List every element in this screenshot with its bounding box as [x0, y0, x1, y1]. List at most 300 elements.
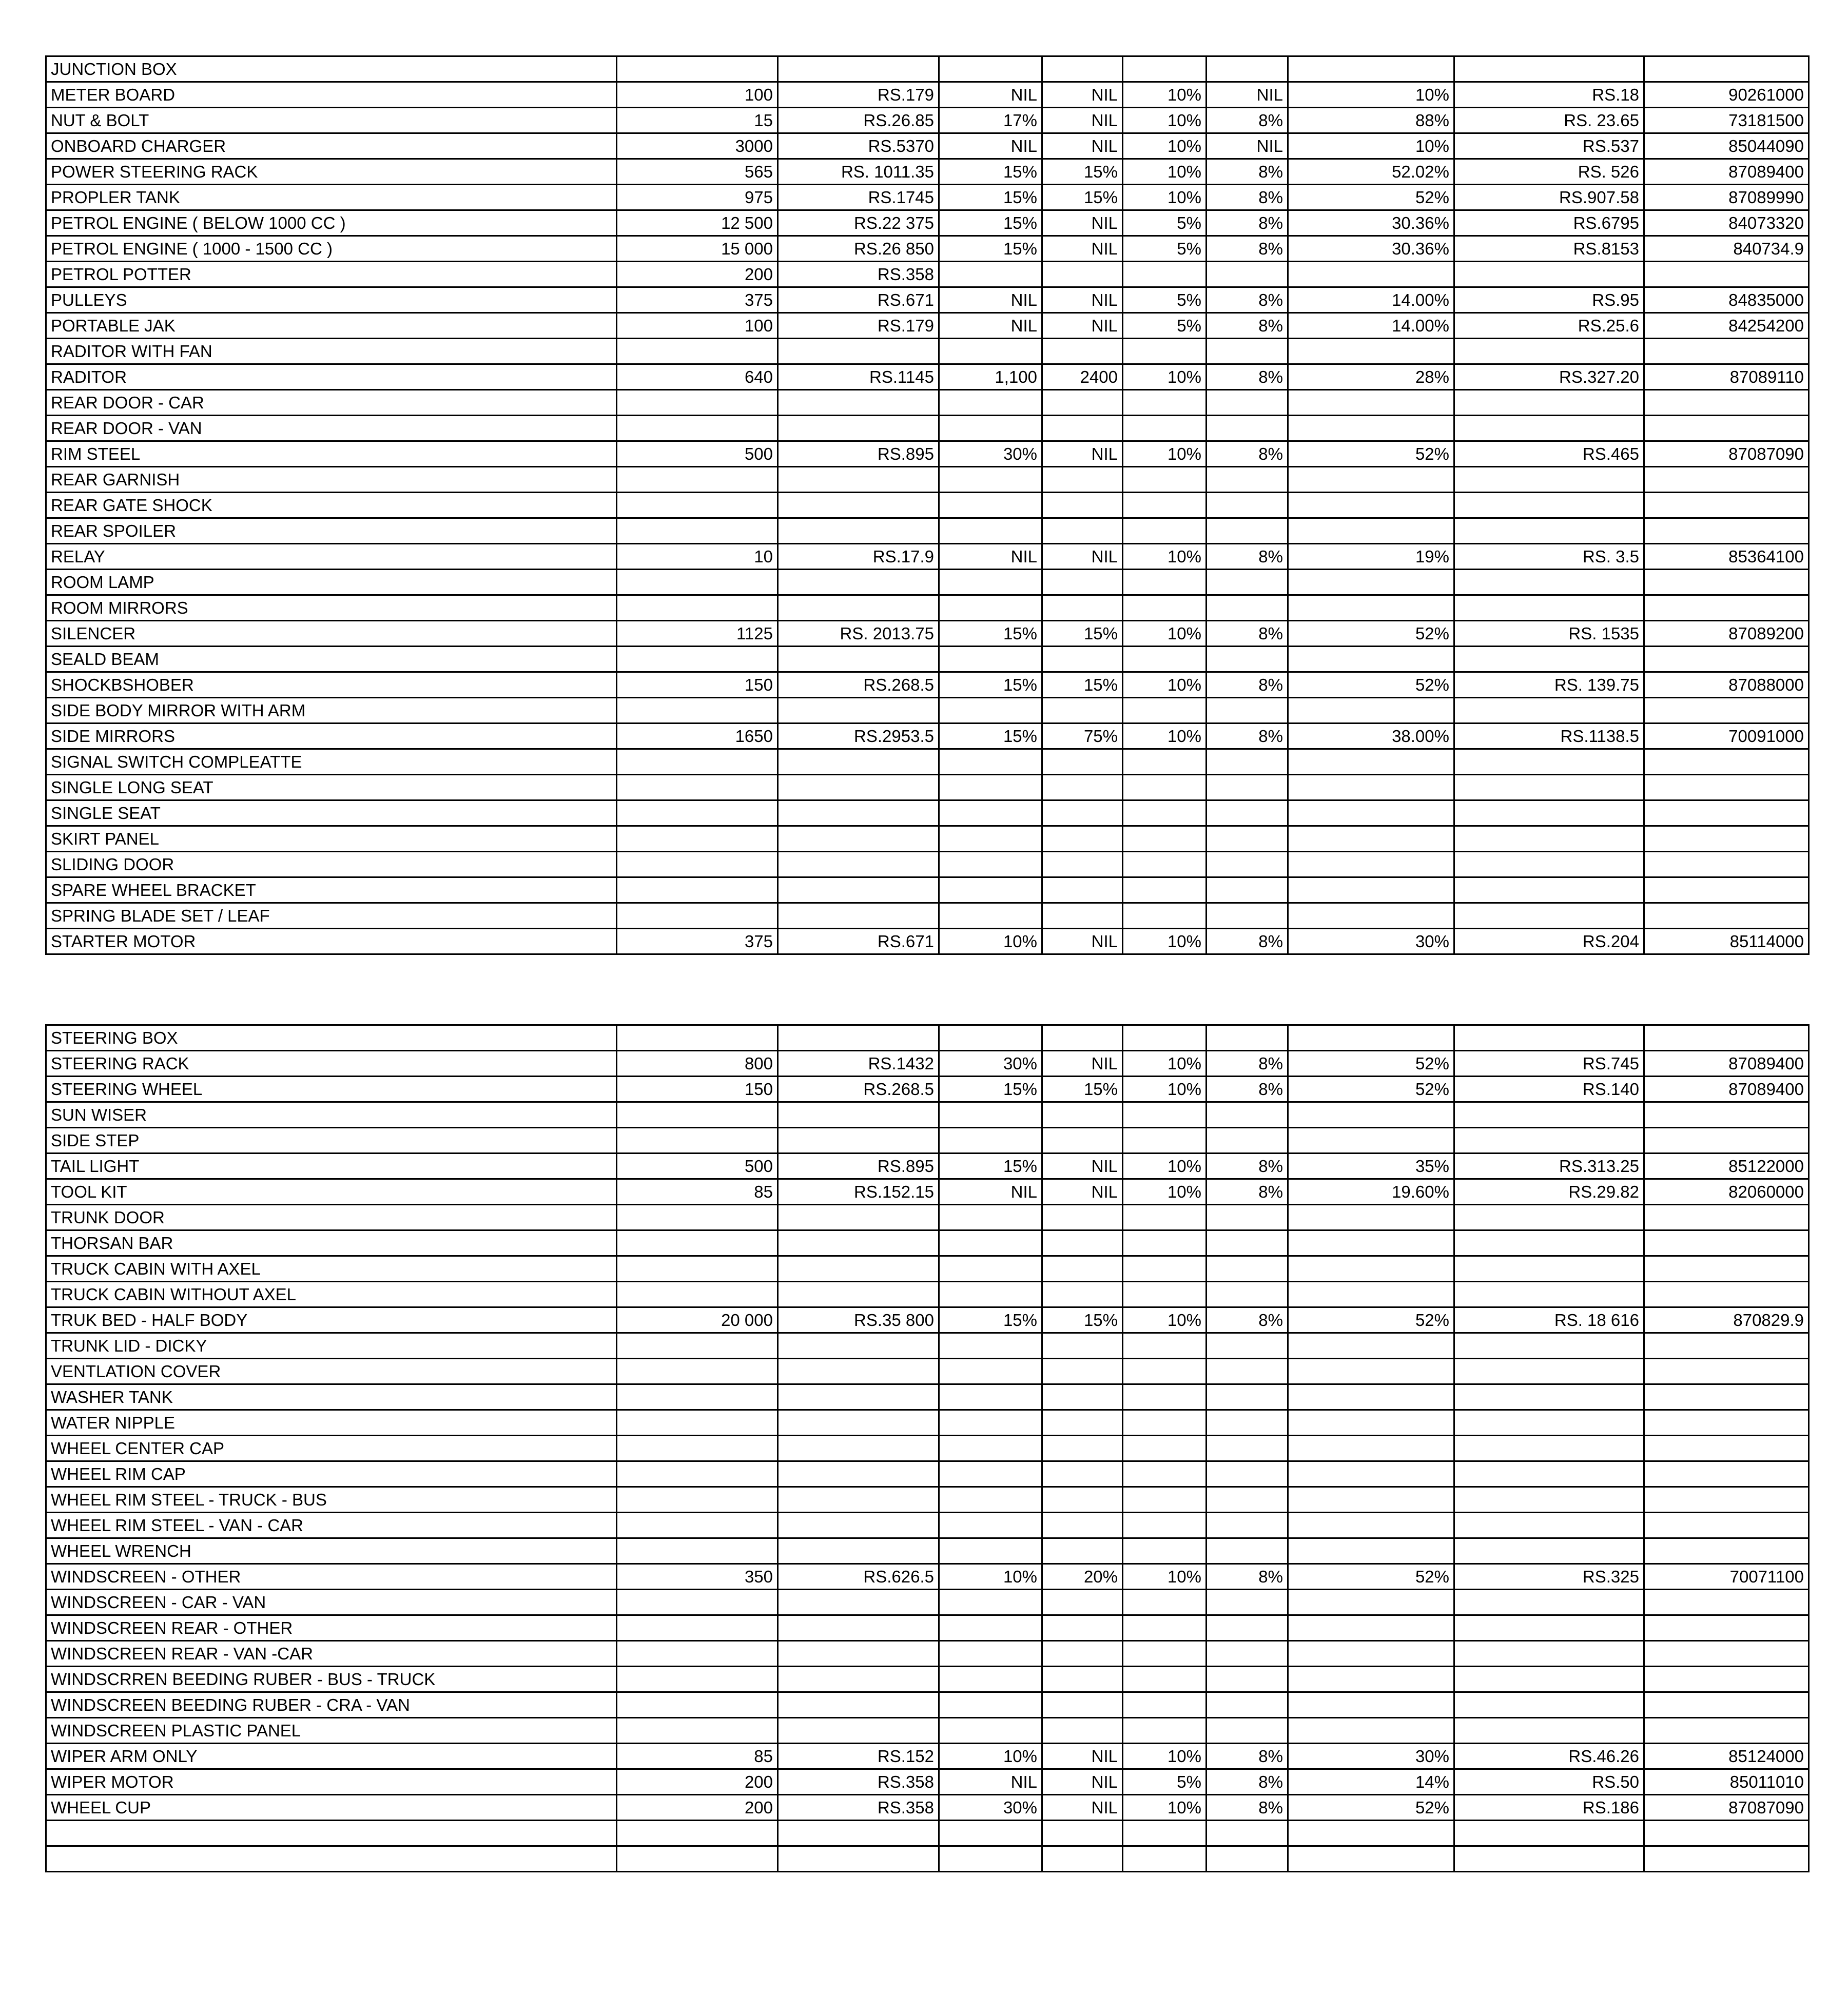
value-cell-col-7: [1288, 56, 1454, 82]
value-cell-col-4: NIL: [1042, 929, 1123, 954]
item-name-cell: SIDE BODY MIRROR WITH ARM: [46, 698, 617, 724]
table-row: [46, 1846, 1809, 1872]
value-cell-col-5: [1123, 570, 1207, 595]
value-cell-col-5: [1123, 826, 1207, 852]
value-cell-col-8: RS.46.26: [1454, 1744, 1644, 1769]
value-cell-col-8: RS.327.20: [1454, 364, 1644, 390]
table-row: [46, 262, 1809, 287]
item-name-cell: NUT & BOLT: [46, 108, 617, 133]
value-cell-col-1: 350: [617, 1564, 778, 1590]
value-cell-col-4: NIL: [1042, 1154, 1123, 1179]
value-cell-col-9: [1644, 1359, 1809, 1384]
value-cell-col-2: RS.152: [778, 1744, 939, 1769]
value-cell-col-8: RS.325: [1454, 1564, 1644, 1590]
value-cell-col-4: 75%: [1042, 724, 1123, 749]
table-row: [46, 852, 1809, 877]
value-cell-col-3: 10%: [939, 1744, 1042, 1769]
value-cell-col-6: NIL: [1207, 82, 1288, 108]
item-name-cell: SLIDING DOOR: [46, 852, 617, 877]
value-cell-col-7: [1288, 1025, 1454, 1051]
item-name-cell: TRUNK DOOR: [46, 1205, 617, 1230]
value-cell-col-7: [1288, 390, 1454, 416]
value-cell-col-9: 87089110: [1644, 364, 1809, 390]
value-cell-col-2: [778, 493, 939, 518]
value-cell-col-3: 1,100: [939, 364, 1042, 390]
value-cell-col-8: [1454, 800, 1644, 826]
value-cell-col-7: [1288, 493, 1454, 518]
value-cell-col-8: [1454, 416, 1644, 441]
value-cell-col-4: [1042, 467, 1123, 493]
value-cell-col-6: [1207, 1436, 1288, 1461]
item-name-cell: REAR GARNISH: [46, 467, 617, 493]
value-cell-col-7: [1288, 595, 1454, 621]
value-cell-col-4: 20%: [1042, 1564, 1123, 1590]
value-cell-col-8: [1454, 1692, 1644, 1718]
value-cell-col-8: [1454, 1718, 1644, 1744]
value-cell-col-2: RS.1145: [778, 364, 939, 390]
item-name-cell: PETROL POTTER: [46, 262, 617, 287]
item-name-cell: WHEEL WRENCH: [46, 1538, 617, 1564]
value-cell-col-5: 10%: [1123, 108, 1207, 133]
value-cell-col-6: [1207, 1538, 1288, 1564]
value-cell-col-2: [778, 1718, 939, 1744]
item-name-cell: SILENCER: [46, 621, 617, 647]
value-cell-col-2: [778, 1410, 939, 1436]
value-cell-col-3: [939, 1846, 1042, 1872]
value-cell-col-4: [1042, 493, 1123, 518]
value-cell-col-7: [1288, 518, 1454, 544]
value-cell-col-8: RS.6795: [1454, 210, 1644, 236]
value-cell-col-5: 5%: [1123, 210, 1207, 236]
table-row: [46, 467, 1809, 493]
value-cell-col-6: 8%: [1207, 159, 1288, 185]
table-row: [46, 595, 1809, 621]
value-cell-col-2: [778, 1846, 939, 1872]
value-cell-col-8: RS.745: [1454, 1051, 1644, 1077]
value-cell-col-8: [1454, 1410, 1644, 1436]
value-cell-col-9: [1644, 1641, 1809, 1667]
value-cell-col-1: [617, 416, 778, 441]
value-cell-col-3: [939, 595, 1042, 621]
item-name-cell: WINDSCREEN REAR - VAN -CAR: [46, 1641, 617, 1667]
value-cell-col-2: [778, 1025, 939, 1051]
value-cell-col-8: [1454, 775, 1644, 800]
value-cell-col-6: [1207, 1846, 1288, 1872]
value-cell-col-6: 8%: [1207, 1769, 1288, 1795]
value-cell-col-6: [1207, 1205, 1288, 1230]
value-cell-col-8: [1454, 749, 1644, 775]
value-cell-col-5: [1123, 1282, 1207, 1307]
value-cell-col-6: [1207, 749, 1288, 775]
value-cell-col-5: [1123, 56, 1207, 82]
value-cell-col-6: 8%: [1207, 1179, 1288, 1205]
value-cell-col-3: [939, 1718, 1042, 1744]
value-cell-col-5: 10%: [1123, 1307, 1207, 1333]
table-1-body: [46, 56, 1809, 954]
value-cell-col-9: 840734.9: [1644, 236, 1809, 262]
value-cell-col-3: 10%: [939, 929, 1042, 954]
value-cell-col-8: [1454, 262, 1644, 287]
value-cell-col-8: [1454, 1667, 1644, 1692]
value-cell-col-4: [1042, 647, 1123, 672]
value-cell-col-9: [1644, 647, 1809, 672]
value-cell-col-9: 87089200: [1644, 621, 1809, 647]
table-row: [46, 493, 1809, 518]
value-cell-col-9: [1644, 467, 1809, 493]
value-cell-col-1: [617, 1692, 778, 1718]
value-cell-col-1: 20 000: [617, 1307, 778, 1333]
value-cell-col-7: [1288, 903, 1454, 929]
value-cell-col-2: [778, 749, 939, 775]
value-cell-col-7: [1288, 749, 1454, 775]
value-cell-col-3: 15%: [939, 185, 1042, 210]
value-cell-col-3: NIL: [939, 133, 1042, 159]
value-cell-col-7: 19%: [1288, 544, 1454, 570]
item-name-cell: STEERING WHEEL: [46, 1077, 617, 1102]
value-cell-col-7: 30.36%: [1288, 236, 1454, 262]
value-cell-col-8: [1454, 1436, 1644, 1461]
value-cell-col-4: NIL: [1042, 1795, 1123, 1821]
table-row: [46, 108, 1809, 133]
value-cell-col-3: [939, 1538, 1042, 1564]
value-cell-col-5: [1123, 1410, 1207, 1436]
value-cell-col-6: 8%: [1207, 441, 1288, 467]
value-cell-col-3: [939, 1667, 1042, 1692]
value-cell-col-6: 8%: [1207, 544, 1288, 570]
value-cell-col-5: [1123, 1359, 1207, 1384]
value-cell-col-1: [617, 1487, 778, 1513]
value-cell-col-3: NIL: [939, 1179, 1042, 1205]
value-cell-col-5: [1123, 852, 1207, 877]
item-name-cell: METER BOARD: [46, 82, 617, 108]
value-cell-col-8: RS. 1535: [1454, 621, 1644, 647]
value-cell-col-1: [617, 1436, 778, 1461]
value-cell-col-6: [1207, 775, 1288, 800]
value-cell-col-6: [1207, 1692, 1288, 1718]
value-cell-col-6: 8%: [1207, 1564, 1288, 1590]
table-row: [46, 724, 1809, 749]
value-cell-col-2: [778, 518, 939, 544]
table-row: [46, 390, 1809, 416]
item-name-cell: RADITOR: [46, 364, 617, 390]
value-cell-col-3: [939, 1461, 1042, 1487]
value-cell-col-2: RS.152.15: [778, 1179, 939, 1205]
value-cell-col-4: [1042, 1641, 1123, 1667]
value-cell-col-5: [1123, 1590, 1207, 1615]
value-cell-col-5: 10%: [1123, 133, 1207, 159]
value-cell-col-6: [1207, 339, 1288, 364]
value-cell-col-2: RS.26.85: [778, 108, 939, 133]
value-cell-col-8: RS.186: [1454, 1795, 1644, 1821]
value-cell-col-1: [617, 1256, 778, 1282]
value-cell-col-7: [1288, 1513, 1454, 1538]
table-row: [46, 441, 1809, 467]
value-cell-col-8: RS.95: [1454, 287, 1644, 313]
value-cell-col-5: [1123, 775, 1207, 800]
value-cell-col-9: [1644, 775, 1809, 800]
value-cell-col-9: [1644, 1718, 1809, 1744]
value-cell-col-7: 10%: [1288, 82, 1454, 108]
value-cell-col-5: 5%: [1123, 287, 1207, 313]
value-cell-col-9: 84835000: [1644, 287, 1809, 313]
value-cell-col-4: [1042, 826, 1123, 852]
value-cell-col-4: [1042, 518, 1123, 544]
value-cell-col-6: [1207, 1461, 1288, 1487]
item-name-cell: SEALD BEAM: [46, 647, 617, 672]
value-cell-col-8: [1454, 877, 1644, 903]
value-cell-col-5: 10%: [1123, 724, 1207, 749]
value-cell-col-9: 85011010: [1644, 1769, 1809, 1795]
table-row: [46, 1564, 1809, 1590]
item-name-cell: TRUCK CABIN WITH AXEL: [46, 1256, 617, 1282]
value-cell-col-3: [939, 1256, 1042, 1282]
value-cell-col-8: [1454, 1590, 1644, 1615]
value-cell-col-7: [1288, 698, 1454, 724]
value-cell-col-9: 87087090: [1644, 1795, 1809, 1821]
value-cell-col-1: [617, 1025, 778, 1051]
value-cell-col-3: [939, 1641, 1042, 1667]
value-cell-col-3: 30%: [939, 1795, 1042, 1821]
value-cell-col-8: [1454, 1461, 1644, 1487]
value-cell-col-4: [1042, 698, 1123, 724]
value-cell-col-3: NIL: [939, 287, 1042, 313]
value-cell-col-9: [1644, 877, 1809, 903]
item-name-cell: SPRING BLADE SET / LEAF: [46, 903, 617, 929]
value-cell-col-7: [1288, 262, 1454, 287]
value-cell-col-1: [617, 1333, 778, 1359]
table-row: [46, 1051, 1809, 1077]
value-cell-col-5: 10%: [1123, 441, 1207, 467]
value-cell-col-3: [939, 1487, 1042, 1513]
value-cell-col-8: [1454, 570, 1644, 595]
value-cell-col-5: 10%: [1123, 929, 1207, 954]
table-row: [46, 775, 1809, 800]
item-name-cell: WHEEL CENTER CAP: [46, 1436, 617, 1461]
value-cell-col-9: 85364100: [1644, 544, 1809, 570]
value-cell-col-9: [1644, 1846, 1809, 1872]
value-cell-col-5: 10%: [1123, 1179, 1207, 1205]
table-row: [46, 1821, 1809, 1846]
value-cell-col-5: [1123, 1513, 1207, 1538]
value-cell-col-2: RS.17.9: [778, 544, 939, 570]
value-cell-col-7: [1288, 1359, 1454, 1384]
item-name-cell: WINDSCREEN BEEDING RUBER - CRA - VAN: [46, 1692, 617, 1718]
value-cell-col-3: 15%: [939, 672, 1042, 698]
value-cell-col-7: [1288, 1282, 1454, 1307]
value-cell-col-9: [1644, 493, 1809, 518]
table-row: [46, 877, 1809, 903]
value-cell-col-2: RS.1745: [778, 185, 939, 210]
value-cell-col-8: [1454, 1256, 1644, 1282]
value-cell-col-7: [1288, 852, 1454, 877]
value-cell-col-4: 15%: [1042, 672, 1123, 698]
value-cell-col-2: [778, 903, 939, 929]
value-cell-col-2: RS.626.5: [778, 1564, 939, 1590]
value-cell-col-7: 52%: [1288, 672, 1454, 698]
value-cell-col-2: [778, 390, 939, 416]
value-cell-col-1: [617, 570, 778, 595]
item-name-cell: SIDE MIRRORS: [46, 724, 617, 749]
value-cell-col-4: [1042, 1384, 1123, 1410]
value-cell-col-3: [939, 1205, 1042, 1230]
table-row: [46, 1230, 1809, 1256]
value-cell-col-5: [1123, 1461, 1207, 1487]
value-cell-col-9: [1644, 1615, 1809, 1641]
value-cell-col-7: 52%: [1288, 1307, 1454, 1333]
value-cell-col-3: 15%: [939, 210, 1042, 236]
value-cell-col-3: [939, 1821, 1042, 1846]
value-cell-col-5: 10%: [1123, 159, 1207, 185]
value-cell-col-4: [1042, 1487, 1123, 1513]
item-name-cell: REAR DOOR - VAN: [46, 416, 617, 441]
value-cell-col-6: [1207, 1641, 1288, 1667]
value-cell-col-2: [778, 1590, 939, 1615]
value-cell-col-4: [1042, 1256, 1123, 1282]
value-cell-col-4: 15%: [1042, 1307, 1123, 1333]
value-cell-col-8: [1454, 1128, 1644, 1154]
value-cell-col-8: [1454, 1282, 1644, 1307]
table-row: [46, 1538, 1809, 1564]
value-cell-col-1: 375: [617, 287, 778, 313]
value-cell-col-8: [1454, 1205, 1644, 1230]
value-cell-col-7: [1288, 1256, 1454, 1282]
table-row: [46, 826, 1809, 852]
value-cell-col-2: RS.35 800: [778, 1307, 939, 1333]
value-cell-col-3: [939, 1025, 1042, 1051]
value-cell-col-7: [1288, 826, 1454, 852]
value-cell-col-6: [1207, 1230, 1288, 1256]
value-cell-col-9: [1644, 1256, 1809, 1282]
value-cell-col-8: [1454, 595, 1644, 621]
value-cell-col-9: [1644, 56, 1809, 82]
value-cell-col-3: NIL: [939, 82, 1042, 108]
value-cell-col-2: RS.179: [778, 313, 939, 339]
value-cell-col-4: [1042, 1461, 1123, 1487]
value-cell-col-9: [1644, 903, 1809, 929]
value-cell-col-1: [617, 1821, 778, 1846]
value-cell-col-7: 14.00%: [1288, 313, 1454, 339]
value-cell-col-5: [1123, 1692, 1207, 1718]
value-cell-col-7: [1288, 877, 1454, 903]
table-row: [46, 1282, 1809, 1307]
value-cell-col-9: [1644, 1667, 1809, 1692]
value-cell-col-5: [1123, 1846, 1207, 1872]
value-cell-col-2: RS.179: [778, 82, 939, 108]
value-cell-col-2: [778, 1230, 939, 1256]
value-cell-col-8: [1454, 826, 1644, 852]
value-cell-col-5: 10%: [1123, 364, 1207, 390]
value-cell-col-2: [778, 877, 939, 903]
value-cell-col-9: [1644, 1692, 1809, 1718]
value-cell-col-1: 3000: [617, 133, 778, 159]
value-cell-col-1: [617, 1359, 778, 1384]
value-cell-col-7: [1288, 1846, 1454, 1872]
value-cell-col-7: [1288, 1487, 1454, 1513]
value-cell-col-1: [617, 826, 778, 852]
table-row: [46, 1179, 1809, 1205]
value-cell-col-7: 52%: [1288, 185, 1454, 210]
value-cell-col-6: [1207, 595, 1288, 621]
value-cell-col-4: [1042, 595, 1123, 621]
table-row: [46, 287, 1809, 313]
value-cell-col-1: [617, 1384, 778, 1410]
value-cell-col-2: RS.26 850: [778, 236, 939, 262]
value-cell-col-3: NIL: [939, 544, 1042, 570]
value-cell-col-1: [617, 1513, 778, 1538]
value-cell-col-8: [1454, 1513, 1644, 1538]
value-cell-col-8: [1454, 493, 1644, 518]
table-row: [46, 800, 1809, 826]
value-cell-col-7: [1288, 1718, 1454, 1744]
value-cell-col-7: [1288, 1128, 1454, 1154]
value-cell-col-6: [1207, 570, 1288, 595]
table-row: [46, 210, 1809, 236]
value-cell-col-9: 73181500: [1644, 108, 1809, 133]
item-name-cell: ROOM LAMP: [46, 570, 617, 595]
table-row: [46, 1205, 1809, 1230]
value-cell-col-3: [939, 1384, 1042, 1410]
value-cell-col-6: [1207, 262, 1288, 287]
value-cell-col-2: [778, 1359, 939, 1384]
value-cell-col-1: 640: [617, 364, 778, 390]
value-cell-col-2: [778, 595, 939, 621]
value-cell-col-8: RS.204: [1454, 929, 1644, 954]
value-cell-col-4: [1042, 56, 1123, 82]
value-cell-col-9: [1644, 1487, 1809, 1513]
table-row: [46, 1102, 1809, 1128]
value-cell-col-7: [1288, 1538, 1454, 1564]
value-cell-col-3: [939, 339, 1042, 364]
value-cell-col-7: [1288, 647, 1454, 672]
value-cell-col-2: [778, 852, 939, 877]
item-name-cell: WHEEL RIM STEEL - VAN - CAR: [46, 1513, 617, 1538]
value-cell-col-1: 565: [617, 159, 778, 185]
value-cell-col-8: RS. 18 616: [1454, 1307, 1644, 1333]
value-cell-col-7: 10%: [1288, 133, 1454, 159]
value-cell-col-4: [1042, 903, 1123, 929]
value-cell-col-3: [939, 1513, 1042, 1538]
value-cell-col-1: [617, 1718, 778, 1744]
item-name-cell: PROPLER TANK: [46, 185, 617, 210]
value-cell-col-4: [1042, 1846, 1123, 1872]
value-cell-col-7: [1288, 1205, 1454, 1230]
value-cell-col-5: 10%: [1123, 82, 1207, 108]
value-cell-col-2: RS.671: [778, 929, 939, 954]
value-cell-col-7: 52%: [1288, 1795, 1454, 1821]
item-name-cell: ONBOARD CHARGER: [46, 133, 617, 159]
value-cell-col-9: [1644, 749, 1809, 775]
item-name-cell: SIDE STEP: [46, 1128, 617, 1154]
value-cell-col-8: [1454, 1230, 1644, 1256]
value-cell-col-4: [1042, 570, 1123, 595]
value-cell-col-5: [1123, 1230, 1207, 1256]
value-cell-col-1: [617, 518, 778, 544]
value-cell-col-1: 100: [617, 82, 778, 108]
value-cell-col-7: [1288, 1436, 1454, 1461]
value-cell-col-6: [1207, 826, 1288, 852]
value-cell-col-1: 200: [617, 1795, 778, 1821]
value-cell-col-1: [617, 390, 778, 416]
value-cell-col-2: [778, 467, 939, 493]
value-cell-col-6: [1207, 1333, 1288, 1359]
value-cell-col-6: 8%: [1207, 364, 1288, 390]
value-cell-col-3: [939, 1615, 1042, 1641]
value-cell-col-1: [617, 493, 778, 518]
table-row: [46, 1615, 1809, 1641]
value-cell-col-4: [1042, 1590, 1123, 1615]
table-row: [46, 1667, 1809, 1692]
value-cell-col-6: 8%: [1207, 672, 1288, 698]
